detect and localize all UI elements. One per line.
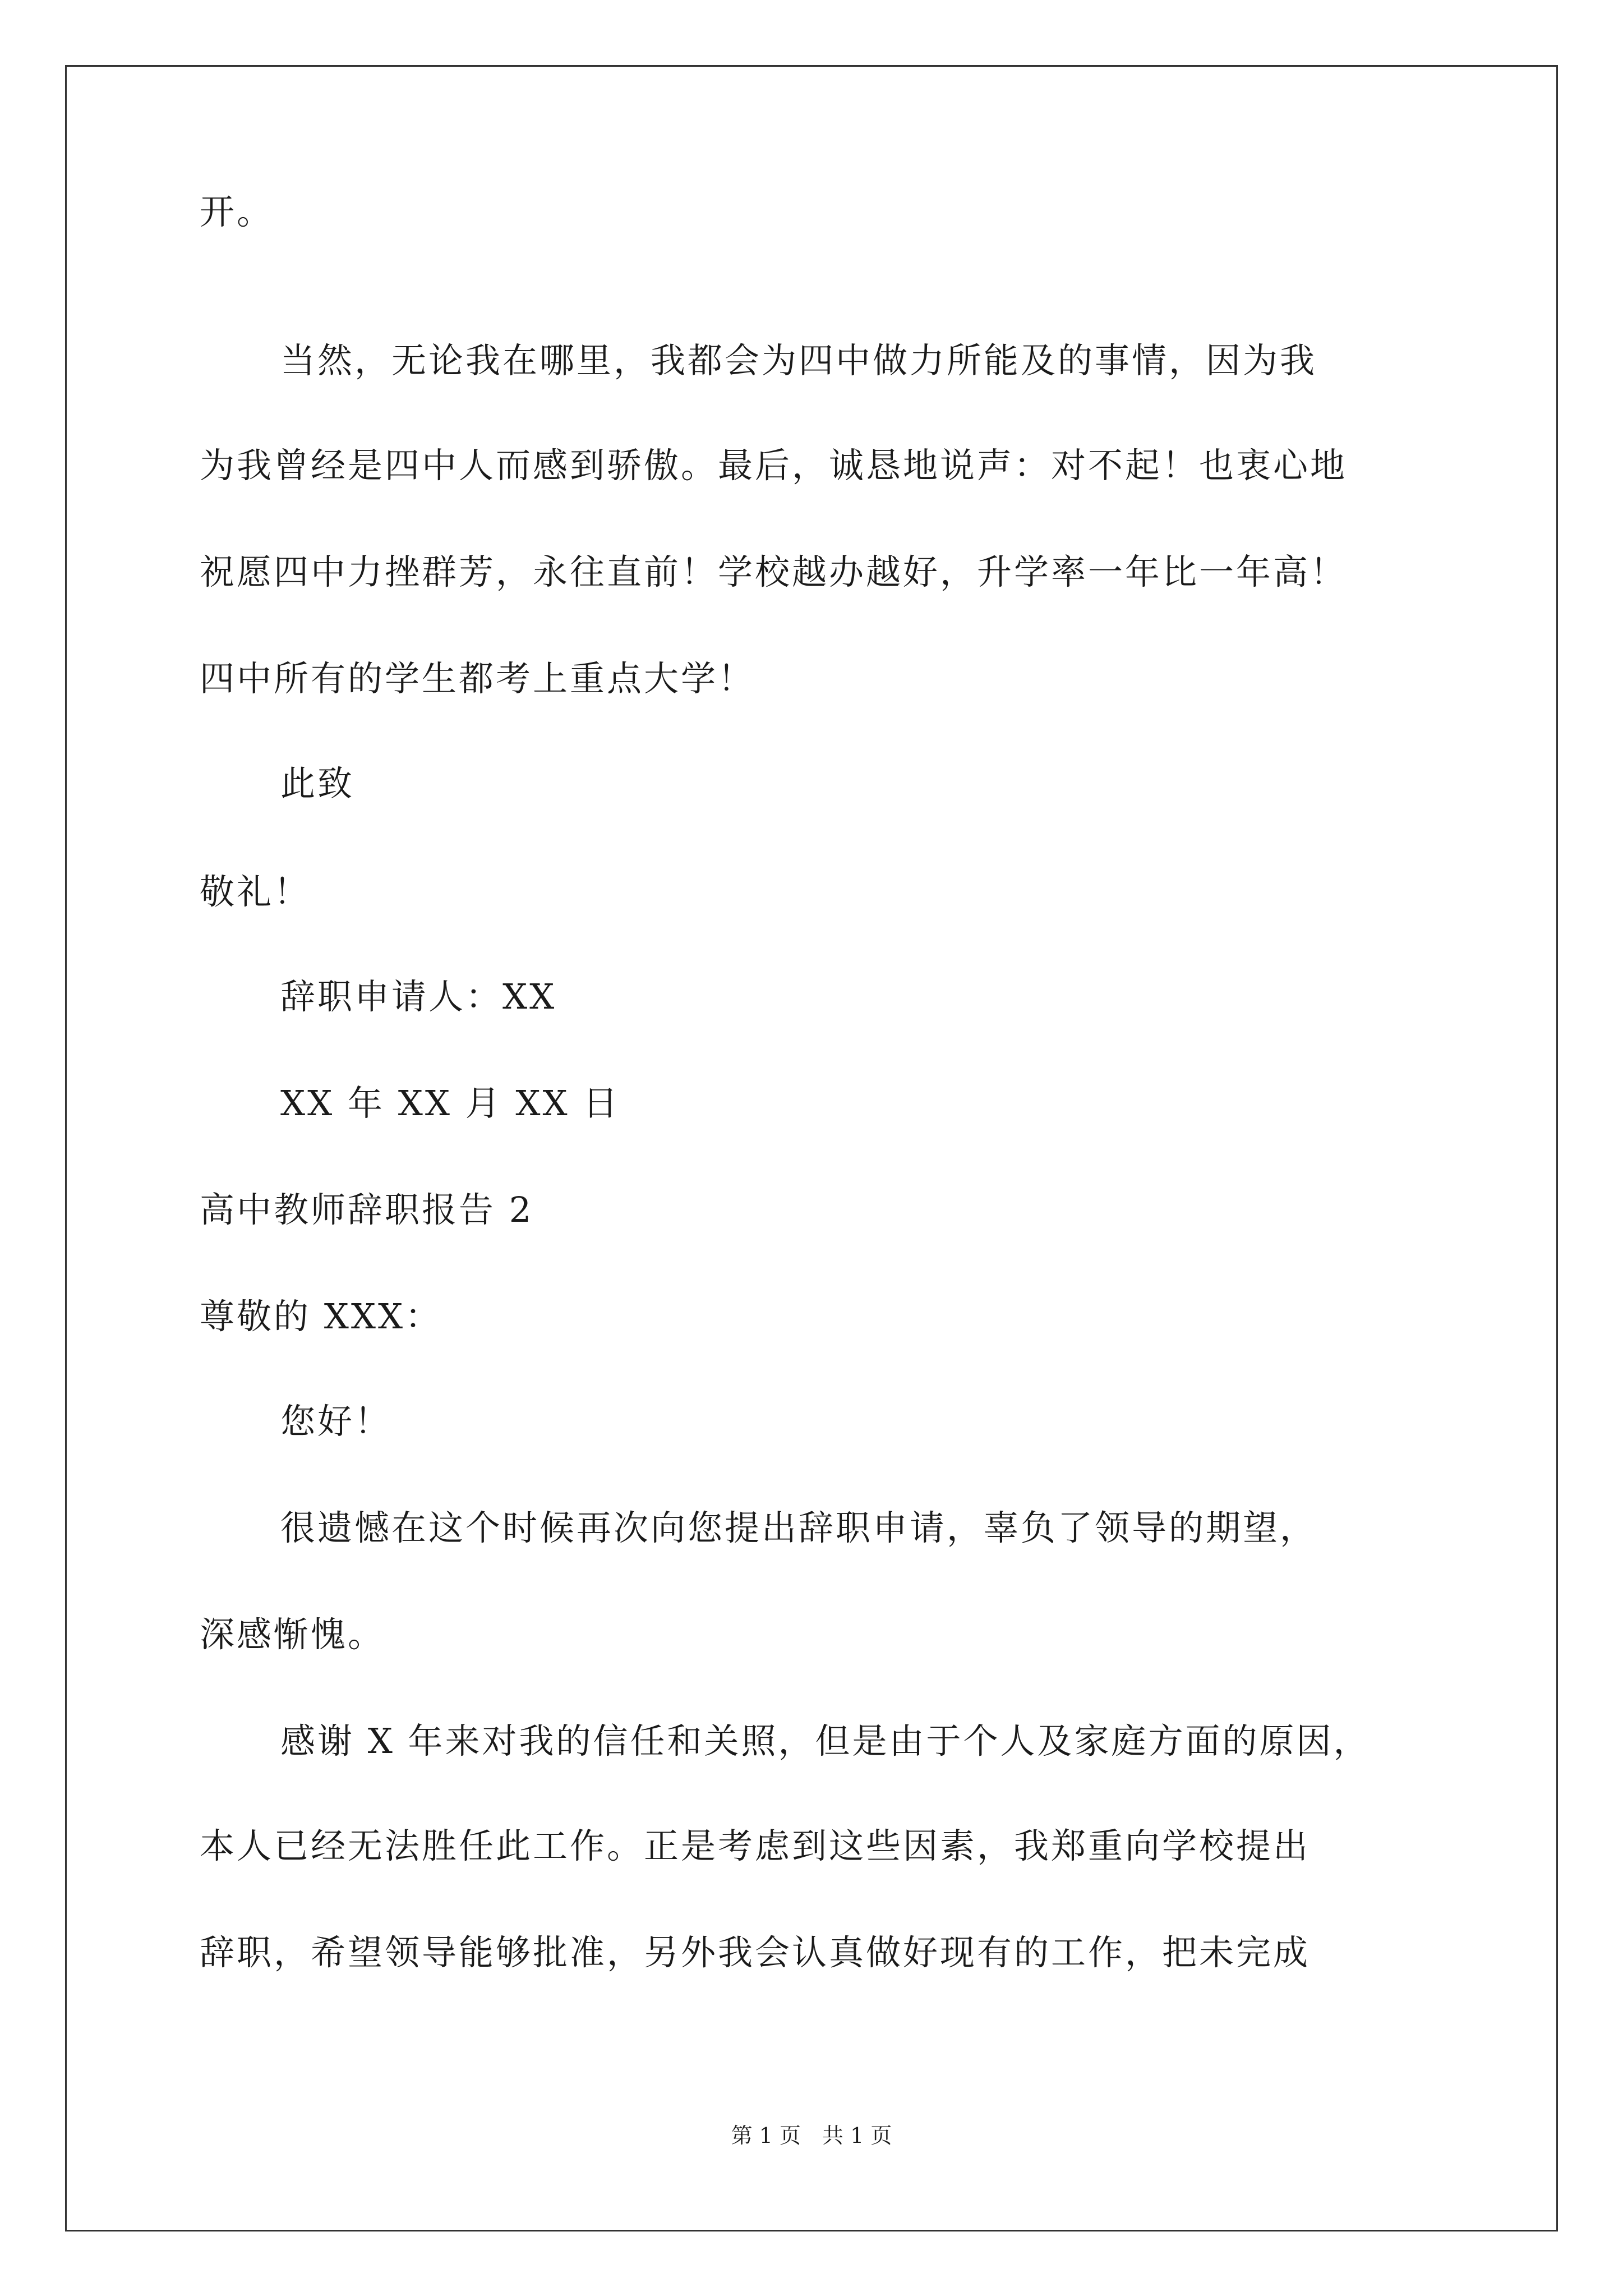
page-border [65,65,1558,2231]
text-line: 祝愿四中力挫群芳，永往直前！学校越办越好，升学率一年比一年高！ [200,551,1348,592]
section-title: 高中教师辞职报告 2 [200,1189,534,1230]
page-footer: 第 1 页 共 1 页 [731,2123,892,2148]
text-line: 很遗憾在这个时候再次向您提出辞职申请，辜负了领导的期望， [280,1507,1317,1548]
text-line: 为我曾经是四中人而感到骄傲。最后，诚恳地说声：对不起！也衷心地 [200,445,1348,486]
text-line: 当然，无论我在哪里，我都会为四中做力所能及的事情，因为我 [280,340,1317,381]
signature-line: 辞职申请人：XX [280,976,557,1017]
text-line: 辞职，希望领导能够批准，另外我会认真做好现有的工作，把未完成 [200,1932,1311,1973]
text-line: 四中所有的学生都考上重点大学！ [200,658,755,699]
text-line: 深感惭愧。 [200,1614,385,1655]
text-line: 开。 [200,191,274,232]
greeting-recipient: 尊敬的 XXX： [200,1296,442,1337]
date-line: XX 年 XX 月 XX 日 [280,1083,620,1124]
closing-regards: 敬礼！ [200,871,311,912]
text-line: 感谢 X 年来对我的信任和关照，但是由于个人及家庭方面的原因， [280,1720,1371,1761]
text-line: 本人已经无法胜任此工作。正是考虑到这些因素，我郑重向学校提出 [200,1825,1311,1866]
closing-salutation: 此致 [280,763,355,804]
greeting: 您好！ [280,1401,392,1442]
